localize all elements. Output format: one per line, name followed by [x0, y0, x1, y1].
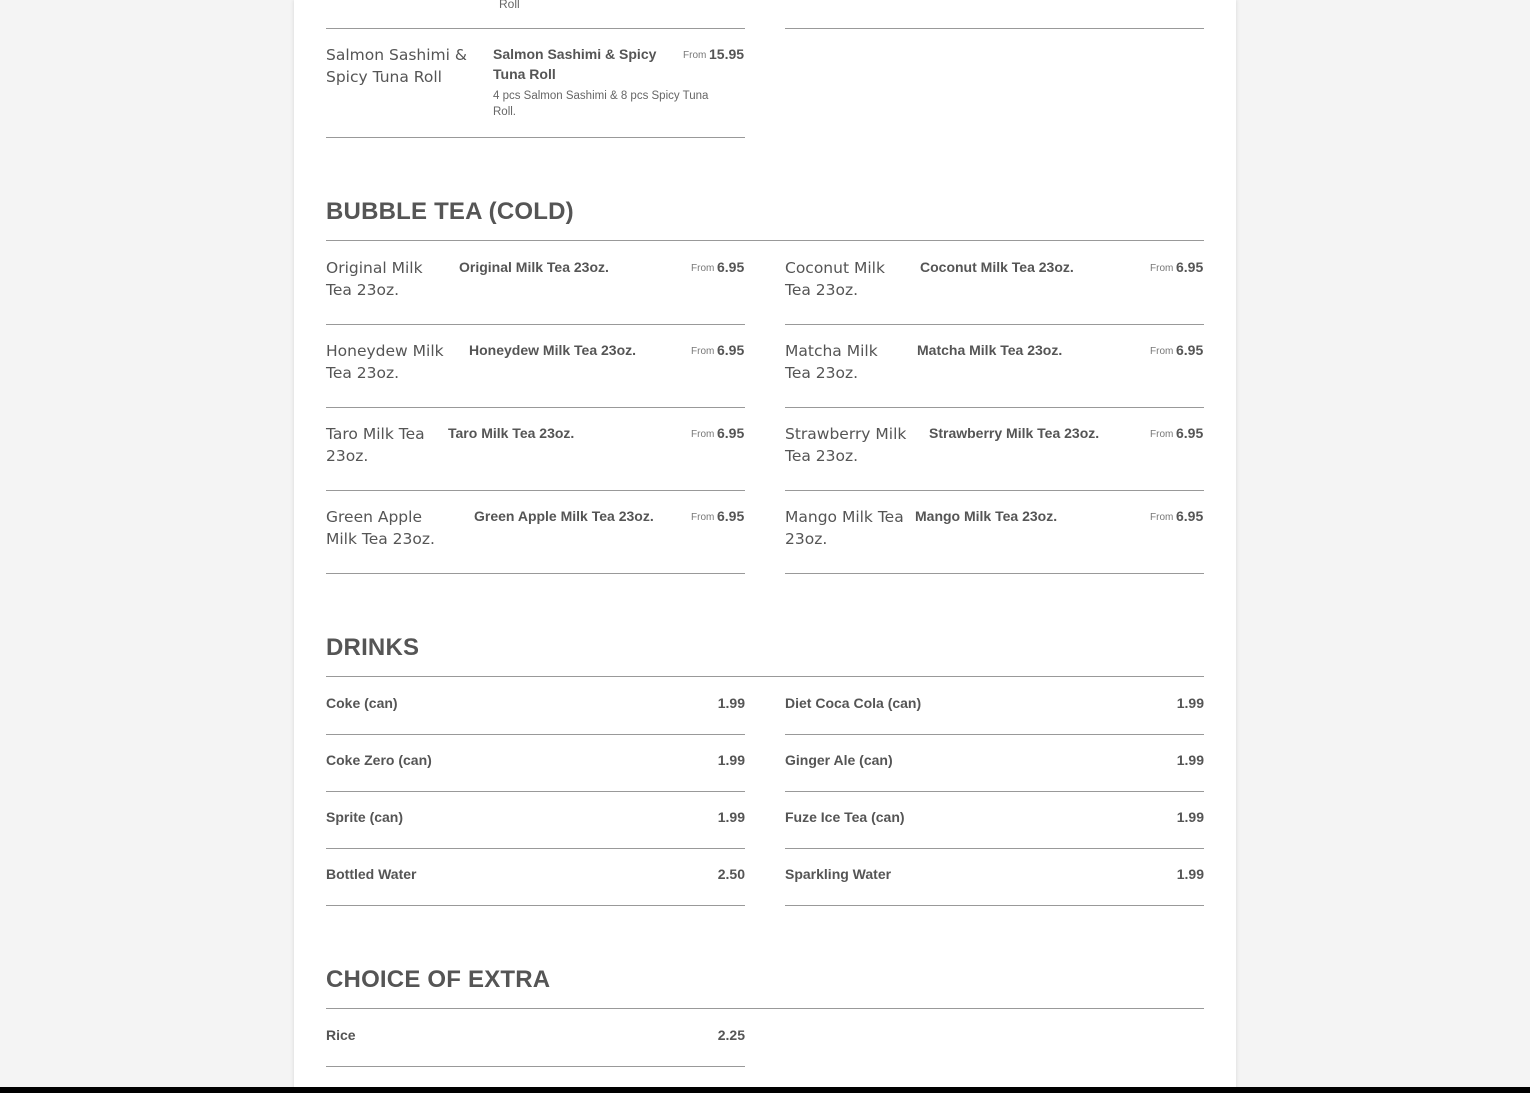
from-label: From [683, 50, 707, 61]
from-label: From [691, 512, 715, 523]
item-price: 1.99 [717, 695, 745, 711]
from-label: From [1150, 429, 1174, 440]
item-price: 6.95 [1176, 508, 1204, 524]
item-price: 1.99 [717, 809, 745, 825]
from-label: From [691, 429, 715, 440]
item-price: 6.95 [1176, 259, 1204, 275]
item-price: 15.95 [709, 46, 745, 62]
item-price: 6.95 [1176, 342, 1204, 358]
section-title-bubble-tea: BUBBLE TEA (COLD) [326, 198, 574, 225]
item-price: 1.99 [1176, 752, 1204, 768]
item-name[interactable]: Mango Milk Tea 23oz. [915, 508, 1058, 524]
divider [326, 905, 745, 906]
divider [326, 1066, 745, 1067]
item-image[interactable]: Green Apple Milk Tea 23oz. [326, 508, 435, 548]
divider [326, 573, 745, 574]
menu-page [294, 0, 1236, 1093]
item-image[interactable]: Taro Milk Tea 23oz. [326, 425, 425, 465]
item-name[interactable]: Ginger Ale (can) [785, 752, 893, 768]
previous-item-name-fragment: Roll [499, 0, 520, 11]
item-image[interactable]: Salmon Sashimi & Spicy Tuna Roll [326, 46, 467, 86]
item-price: 1.99 [1176, 809, 1204, 825]
item-price: 6.95 [1176, 425, 1204, 441]
divider [326, 28, 745, 29]
item-price: 1.99 [1176, 695, 1204, 711]
divider [785, 324, 1204, 325]
item-price: 1.99 [1176, 866, 1204, 882]
item-image[interactable]: Original Milk Tea 23oz. [326, 259, 423, 299]
section-divider [326, 676, 1204, 677]
divider [326, 848, 745, 849]
bottom-bar [0, 1087, 1530, 1093]
item-description: 4 pcs Salmon Sashimi & 8 pcs Spicy Tuna Roll. [493, 90, 709, 118]
divider [785, 490, 1204, 491]
item-price: 6.95 [717, 425, 745, 441]
item-name[interactable]: Sparkling Water [785, 866, 892, 882]
divider [326, 324, 745, 325]
item-price: 2.50 [717, 866, 745, 882]
item-price: 6.95 [717, 508, 745, 524]
section-divider [326, 240, 1204, 241]
divider [326, 490, 745, 491]
divider [785, 573, 1204, 574]
item-name[interactable]: Green Apple Milk Tea 23oz. [474, 508, 654, 524]
divider [785, 791, 1204, 792]
item-name[interactable]: Honeydew Milk Tea 23oz. [469, 342, 637, 358]
item-name[interactable]: Original Milk Tea 23oz. [459, 259, 609, 275]
item-name[interactable]: Fuze Ice Tea (can) [785, 809, 905, 825]
item-name[interactable]: Diet Coca Cola (can) [785, 695, 922, 711]
item-name[interactable]: Taro Milk Tea 23oz. [448, 425, 575, 441]
divider [785, 28, 1204, 29]
divider [326, 407, 745, 408]
item-name[interactable]: Coke Zero (can) [326, 752, 432, 768]
divider [785, 905, 1204, 906]
section-title-choice-of-extra: CHOICE OF EXTRA [326, 966, 551, 993]
item-name[interactable]: Coconut Milk Tea 23oz. [920, 259, 1074, 275]
from-label: From [1150, 512, 1174, 523]
divider [326, 734, 745, 735]
item-name[interactable]: Sprite (can) [326, 809, 404, 825]
item-name[interactable]: Strawberry Milk Tea 23oz. [929, 425, 1100, 441]
divider [785, 734, 1204, 735]
divider [785, 848, 1204, 849]
item-name[interactable]: Matcha Milk Tea 23oz. [917, 342, 1063, 358]
item-name[interactable]: Coke (can) [326, 695, 398, 711]
divider [326, 791, 745, 792]
item-name[interactable]: Rice [326, 1027, 356, 1043]
item-price: 2.25 [717, 1027, 745, 1043]
item-image[interactable]: Coconut Milk Tea 23oz. [785, 259, 885, 299]
item-image[interactable]: Strawberry Milk Tea 23oz. [785, 425, 907, 465]
item-name[interactable]: Bottled Water [326, 866, 417, 882]
item-price: 6.95 [717, 259, 745, 275]
item-name[interactable]: Salmon Sashimi & Spicy Tuna Roll [493, 46, 657, 82]
item-image[interactable]: Matcha Milk Tea 23oz. [785, 342, 878, 382]
divider [326, 137, 745, 138]
item-image[interactable]: Mango Milk Tea 23oz. [785, 508, 904, 548]
item-price: 6.95 [717, 342, 745, 358]
from-label: From [1150, 346, 1174, 357]
section-title-drinks: DRINKS [326, 634, 420, 661]
from-label: From [691, 346, 715, 357]
item-price: 1.99 [717, 752, 745, 768]
item-image[interactable]: Honeydew Milk Tea 23oz. [326, 342, 444, 382]
from-label: From [691, 263, 715, 274]
section-divider [326, 1008, 1204, 1009]
divider [785, 407, 1204, 408]
from-label: From [1150, 263, 1174, 274]
